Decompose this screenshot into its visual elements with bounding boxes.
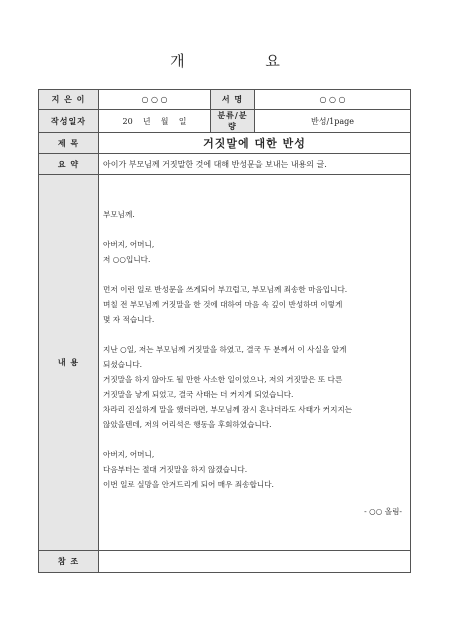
subject-label: 제 목 [39, 133, 99, 154]
summary-value: 아이가 부모님께 거짓말한 것에 대해 반성문을 보내는 내용의 글. [99, 154, 411, 175]
letter-line: 며칠 전 부모님께 거짓말을 한 것에 대하여 마음 속 깊이 반성하며 이렇게 [103, 299, 343, 309]
letter-line: 거짓말을 낳게 되었고, 결국 사태는 더 커지게 되었습니다. [103, 389, 294, 399]
letter-line: 아버지, 어머니, [103, 239, 155, 249]
page-title: 개 요 [170, 52, 318, 70]
letter-line: 아버지, 어머니, [103, 449, 155, 459]
category-value: 반성/1page [255, 110, 411, 133]
letter-greeting: 부모님께. [103, 209, 135, 219]
letter-signoff: - ○○ 올림- [364, 506, 402, 516]
letter-line: 되셨습니다. [103, 359, 143, 369]
content-label: 내 용 [39, 175, 99, 551]
subject-value: 거짓말에 대한 반성 [99, 133, 411, 154]
signature-label: 서 명 [211, 90, 255, 110]
summary-label: 요 약 [39, 154, 99, 175]
date-label: 작성일자 [39, 110, 99, 133]
letter-line: 않았을텐데, 저의 어리석은 행동을 후회하였습니다. [103, 419, 272, 429]
date-value: 20 년 월 일 [99, 110, 211, 133]
letter-line: 저 ○○입니다. [103, 254, 151, 264]
letter-line: 거짓말을 하지 않아도 될 만한 사소한 일이었으나, 저의 거짓말은 또 다른 [103, 374, 343, 384]
category-label: 분류/분량 [211, 110, 255, 133]
letter-line: 지난 ○일, 저는 부모님께 거짓말을 하였고, 결국 두 분께서 이 사실을 알게 [103, 344, 347, 354]
signature-value: ○ ○ ○ [255, 90, 411, 110]
reference-value [99, 551, 411, 573]
letter-line: 차라리 진실하게 말을 했더라면, 부모님께 잠시 혼나더라도 사태가 커지지는 [103, 404, 353, 414]
author-label: 지 은 이 [39, 90, 99, 110]
letter-line: 이번 일로 실망을 안겨드리게 되어 매우 죄송합니다. [103, 479, 274, 489]
letter-line: 다음부터는 절대 거짓말을 하지 않겠습니다. [103, 464, 248, 474]
reference-label: 참 조 [39, 551, 99, 573]
summary-row [39, 154, 411, 175]
content-body [99, 175, 411, 551]
letter-line: 몇 자 적습니다. [103, 314, 155, 324]
document-form-table [38, 89, 411, 573]
author-row [39, 90, 411, 110]
subject-row [39, 133, 411, 154]
reference-row [39, 551, 411, 573]
content-row [39, 175, 411, 551]
author-value: ○ ○ ○ [99, 90, 211, 110]
date-row [39, 110, 411, 133]
letter-line: 먼저 이런 일로 반성문을 쓰게되어 부끄럽고, 부모님께 죄송한 마음입니다. [103, 284, 348, 294]
